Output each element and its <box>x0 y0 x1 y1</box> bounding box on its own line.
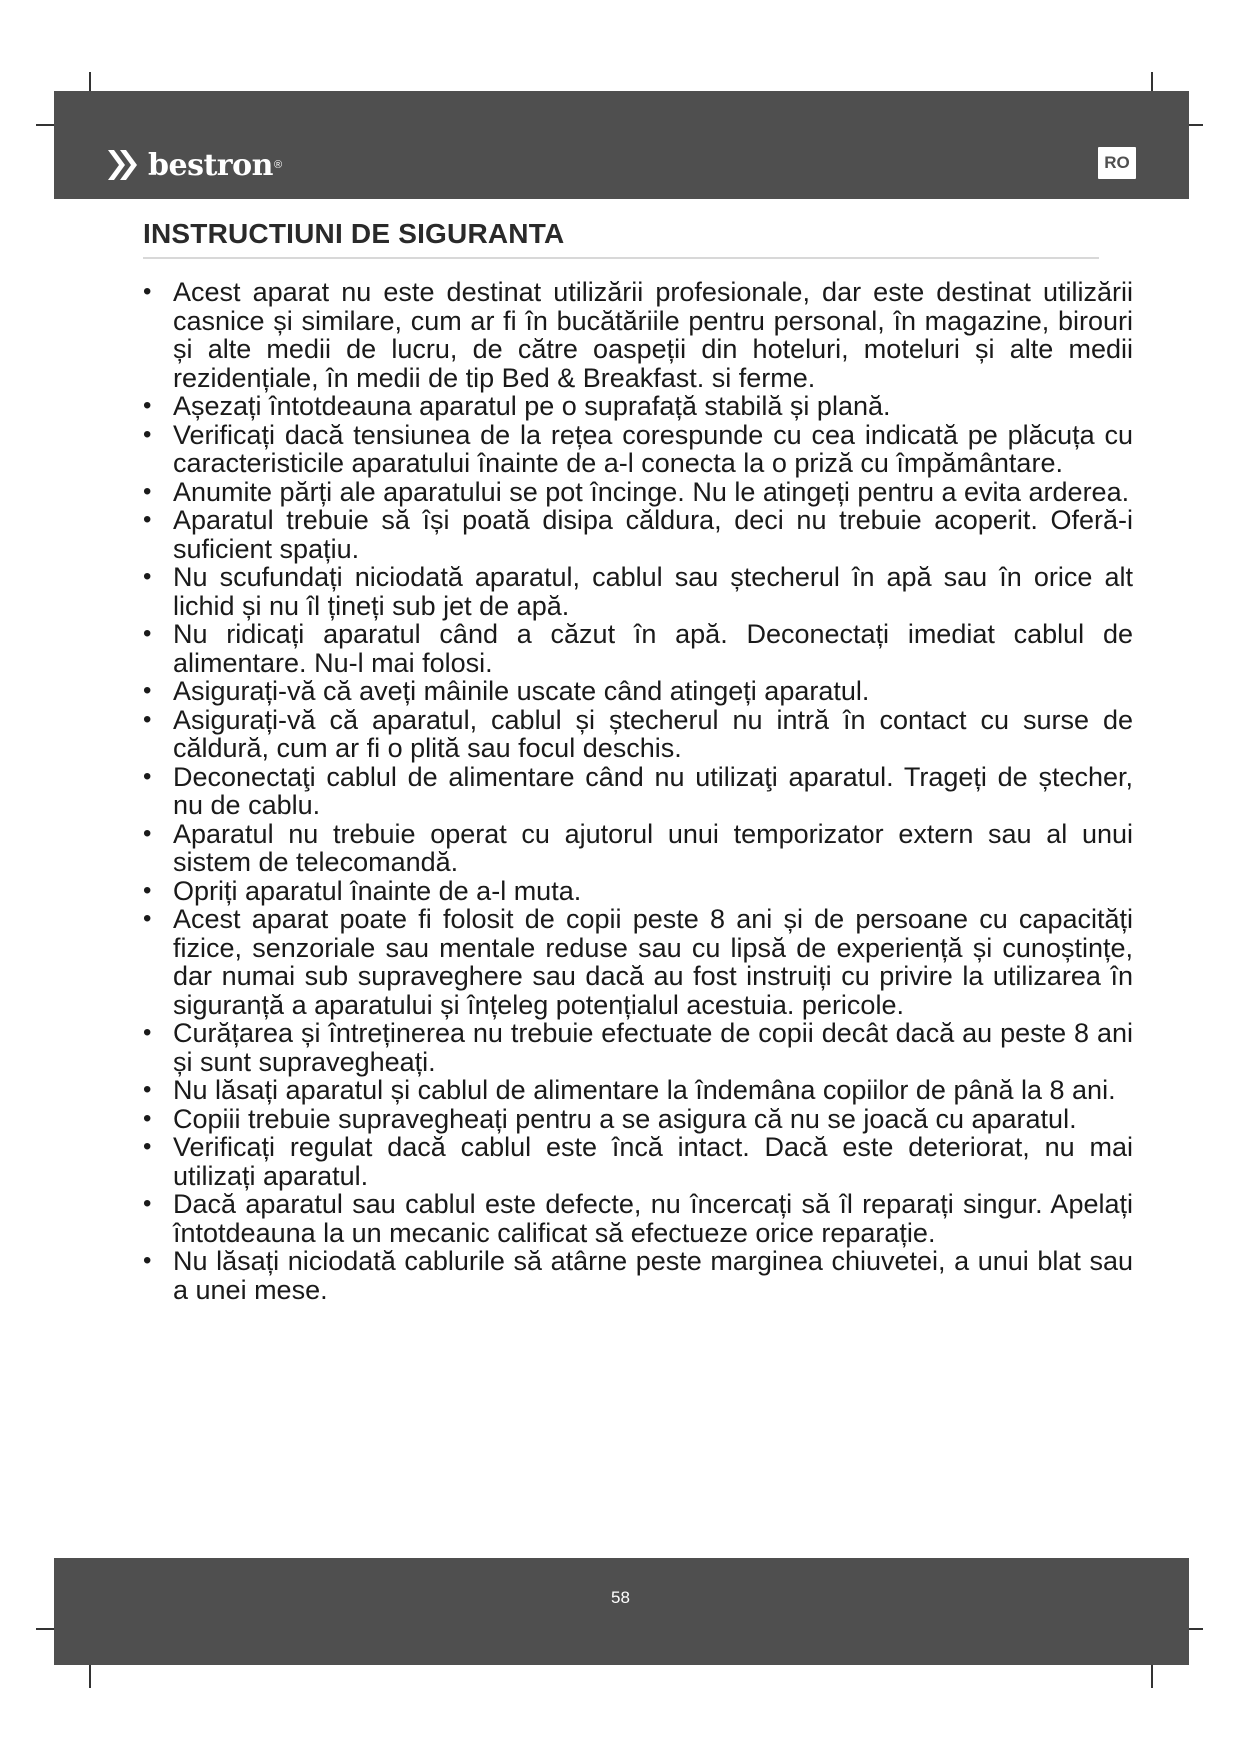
brand-name: bestron <box>148 147 273 183</box>
list-item-text: Nu lăsați niciodată cablurile să atârne peste marginea chiuvetei, a unui blat sau a unei mese. <box>173 1246 1133 1305</box>
list-item-text: Nu ridicați aparatul când a căzut în apă. Deconectați imediat cablul de alimentare. Nu-l mai folosi. <box>173 619 1133 678</box>
list-item <box>143 421 1133 478</box>
list-item-text: Verificați regulat dacă cablul este încă intact. Dacă este deteriorat, nu mai utilizați aparatul. <box>173 1132 1133 1191</box>
list-item <box>143 1076 1133 1105</box>
list-item <box>143 820 1133 877</box>
list-item-text: Asigurați-vă că aveți mâinile uscate când atingeți aparatul. <box>173 676 870 706</box>
chevron-logo-icon <box>106 148 142 182</box>
list-item <box>143 1133 1133 1190</box>
registered-mark: ® <box>273 159 283 171</box>
brand-logo <box>106 143 282 187</box>
bullet-icon: • <box>143 677 152 704</box>
list-item-text: Copiii trebuie supravegheați pentru a se asigura că nu se joacă cu aparatul. <box>173 1103 1077 1134</box>
list-item-text: Așezați întotdeauna aparatul pe o suprafață stabilă și plană. <box>173 391 891 421</box>
list-item <box>143 478 1133 507</box>
title-divider <box>143 257 1099 259</box>
list-item <box>143 563 1133 620</box>
list-item <box>143 1190 1133 1247</box>
bullet-icon: • <box>143 1247 152 1274</box>
list-item <box>143 1019 1133 1076</box>
safety-instructions-list <box>143 278 1133 1304</box>
bullet-icon: • <box>143 278 152 305</box>
list-item <box>143 677 1133 706</box>
bullet-icon: • <box>143 762 152 790</box>
bullet-icon: • <box>143 1190 152 1217</box>
bullet-icon: • <box>143 1019 152 1046</box>
list-item-text: Deconectaţi cablul de alimentare când nu utilizaţi aparatul. Trageți de ștecher, nu de cablu. <box>173 761 1133 820</box>
list-item <box>143 278 1133 392</box>
page-number: 58 <box>611 1588 630 1607</box>
bullet-icon: • <box>143 563 152 590</box>
bullet-icon: • <box>143 705 152 733</box>
footer-band <box>54 1558 1189 1665</box>
section-title: INSTRUCTIUNI DE SIGURANTA <box>143 218 565 249</box>
list-item-text: Asigurați-vă că aparatul, cablul și ștecherul nu intră în contact cu surse de căldură, cum ar fi o plită sau focul deschis. <box>173 704 1133 763</box>
list-item <box>143 706 1133 763</box>
list-item-text: Opriți aparatul înainte de a-l muta. <box>173 875 582 906</box>
language-badge: RO <box>1098 147 1136 179</box>
bullet-icon: • <box>143 876 152 904</box>
list-item <box>143 620 1133 677</box>
list-item-text: Nu scufundați niciodată aparatul, cablul sau ștecherul în apă sau în orice alt lichid și nu îl țineți sub jet de apă. <box>173 562 1133 621</box>
bullet-icon: • <box>143 819 152 847</box>
list-item-text: Nu lăsați aparatul și cablul de alimentare la îndemâna copiilor de până la 8 ani. <box>173 1075 1116 1105</box>
list-item <box>143 392 1133 421</box>
list-item <box>143 763 1133 820</box>
bullet-icon: • <box>143 620 152 647</box>
bullet-icon: • <box>143 905 152 932</box>
list-item-text: Verificați dacă tensiunea de la rețea corespunde cu cea indicată pe plăcuța cu caracteristicile aparatului înainte de a-l conecta la o priză cu împământare. <box>173 419 1133 478</box>
list-item-text: Aparatul nu trebuie operat cu ajutorul unui temporizator extern sau al unui sistem de telecomandă. <box>173 818 1133 877</box>
list-item <box>143 506 1133 563</box>
bullet-icon: • <box>143 506 152 533</box>
list-item-text: Aparatul trebuie să își poată disipa căldura, deci nu trebuie acoperit. Oferă-i suficient spațiu. <box>173 505 1133 564</box>
list-item <box>143 1105 1133 1134</box>
bullet-icon: • <box>143 1104 152 1132</box>
list-item-text: Dacă aparatul sau cablul este defecte, nu încercați să îl reparați singur. Apelați întotdeauna la un mecanic calificat să efectueze orice reparație. <box>173 1189 1133 1248</box>
list-item <box>143 877 1133 906</box>
bullet-icon: • <box>143 1133 152 1160</box>
list-item-text: Acest aparat nu este destinat utilizării profesionale, dar este destinat utilizării casnice și similare, cum ar fi în bucătăriile pentru personal, în magazine, birouri și alte medii de lucru, de către oaspeții din hoteluri, moteluri și alte medii rezidențiale, în medii de tip Bed & Breakfast. si ferme. <box>173 277 1133 393</box>
bullet-icon: • <box>143 1076 152 1103</box>
bullet-icon: • <box>143 392 152 419</box>
list-item-text: Anumite părți ale aparatului se pot încinge. Nu le atingeți pentru a evita arderea. <box>173 476 1130 507</box>
bullet-icon: • <box>143 420 152 448</box>
list-item-text: Curățarea și întreținerea nu trebuie efectuate de copii decât dacă au peste 8 ani și sunt supravegheați. <box>173 1018 1133 1077</box>
list-item-text: Acest aparat poate fi folosit de copii peste 8 ani și de persoane cu capacități fizice, senzoriale sau mentale reduse sau cu lipsă de experiență și cunoștințe, dar numai sub supraveghere sau dacă au fost instruiți cu privire la utilizarea în siguranță a aparatului și înțeleg potențialul acestuia. pericole. <box>173 904 1133 1020</box>
bullet-icon: • <box>143 477 152 505</box>
list-item <box>143 1247 1133 1304</box>
list-item <box>143 905 1133 1019</box>
